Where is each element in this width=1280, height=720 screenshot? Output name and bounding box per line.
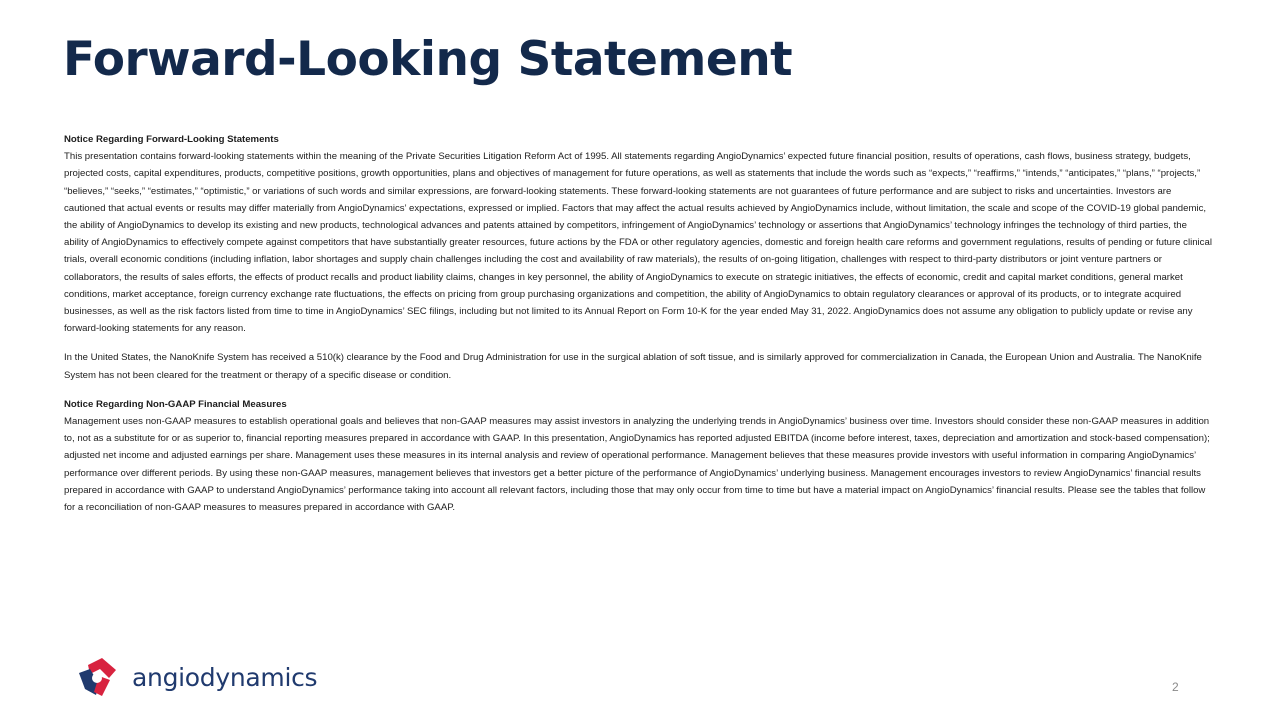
section-heading-forward-looking: Notice Regarding Forward-Looking Statements bbox=[64, 134, 279, 145]
slide-title: Forward-Looking Statement bbox=[63, 32, 793, 87]
nanoknife-paragraph: In the United States, the NanoKnife System has received a 510(k) clearance by the Food and Drug Administration for use in the surgical ablation of soft tissue, and is similarly approved for commercialization in Canada, the European Union and Australia. The NanoKnife System has not been cleared for the treatment or therapy of a specific disease or condition. bbox=[64, 352, 1202, 381]
angiodynamics-logo-icon bbox=[76, 656, 120, 698]
section-heading-non-gaap: Notice Regarding Non-GAAP Financial Measures bbox=[64, 398, 287, 410]
brand-wordmark: angiodynamics bbox=[132, 662, 318, 692]
company-logo bbox=[76, 656, 317, 698]
legal-notice bbox=[64, 131, 1214, 516]
forward-looking-paragraph: This presentation contains forward-looking statements within the meaning of the Private Securities Litigation Reform Act of 1995. All statements regarding AngioDynamics’ expected future financial position, results of operations, cash flows, business strategy, budgets, projected costs, capital expenditures, products, competitive positions, growth opportunities, plans and objectives of management for future operations, as well as statements that include the words such as “expects,” “reaffirms,” “intends,” “anticipates,” “plans,” “projects,” “believes,” “seeks,” “estimates,” “optimistic,” or variations of such words and similar expressions, are forward-looking statements. These forward-looking statements are not guarantees of future performance and are subject to risks and uncertainties. Investors are cautioned that actual events or results may differ materially from AngioDynamics’ expectations, expressed or implied. Factors that may affect the actual results achieved by AngioDynamics include, without limitation, the scale and scope of the COVID-19 global pandemic, the ability of AngioDynamics to develop its existing and new products, technological advances and patents attained by competitors, infringement of AngioDynamics’ technology or assertions that AngioDynamics’ technology infringes the technology of third parties, the ability of AngioDynamics to effectively compete against competitors that have substantially greater resources, future actions by the FDA or other regulatory agencies, domestic and foreign health care reforms and government regulations, results of pending or future clinical trials, overall economic conditions (including inflation, labor shortages and supply chain challenges including the cost and availability of raw materials), the results of on-going litigation, challenges with respect to third-party distributors or joint venture partners or collaborators, the results of sales efforts, the effects of product recalls and product liability claims, changes in key personnel, the ability of AngioDynamics to execute on strategic initiatives, the effects of economic, credit and capital market conditions, general market conditions, market acceptance, foreign currency exchange rate fluctuations, the effects on pricing from group purchasing organizations and competition, the ability of AngioDynamics to obtain regulatory clearances or approval of its products, or to integrate acquired businesses, as well as the risk factors listed from time to time in AngioDynamics’ SEC filings, including but not limited to its Annual Report on Form 10-K for the year ended May 31, 2022. AngioDynamics does not assume any obligation to publicly update or revise any forward-looking statements for any reason. bbox=[64, 151, 1212, 335]
page-number: 2 bbox=[1172, 680, 1179, 694]
non-gaap-paragraph: Management uses non-GAAP measures to establish operational goals and believes that non-GAAP measures may assist investors in analyzing the underlying trends in AngioDynamics’ business over time. Investors should consider these non-GAAP measures in addition to, not as a substitute for or as superior to, financial reporting measures prepared in accordance with GAAP. In this presentation, AngioDynamics has reported adjusted EBITDA (income before interest, taxes, depreciation and amortization and stock-based compensation); adjusted net income and adjusted earnings per share. Management uses these measures in its internal analysis and review of operational performance. Management believes that these measures provide investors with useful information in comparing AngioDynamics’ performance over different periods. By using these non-GAAP measures, management believes that investors get a better picture of the performance of AngioDynamics’ underlying business. Management encourages investors to review AngioDynamics’ financial results prepared in accordance with GAAP to understand AngioDynamics’ performance taking into account all relevant factors, including those that may only occur from time to time but have a material impact on AngioDynamics’ financial results. Please see the tables that follow for a reconciliation of non-GAAP measures to measures prepared in accordance with GAAP. bbox=[64, 416, 1210, 514]
